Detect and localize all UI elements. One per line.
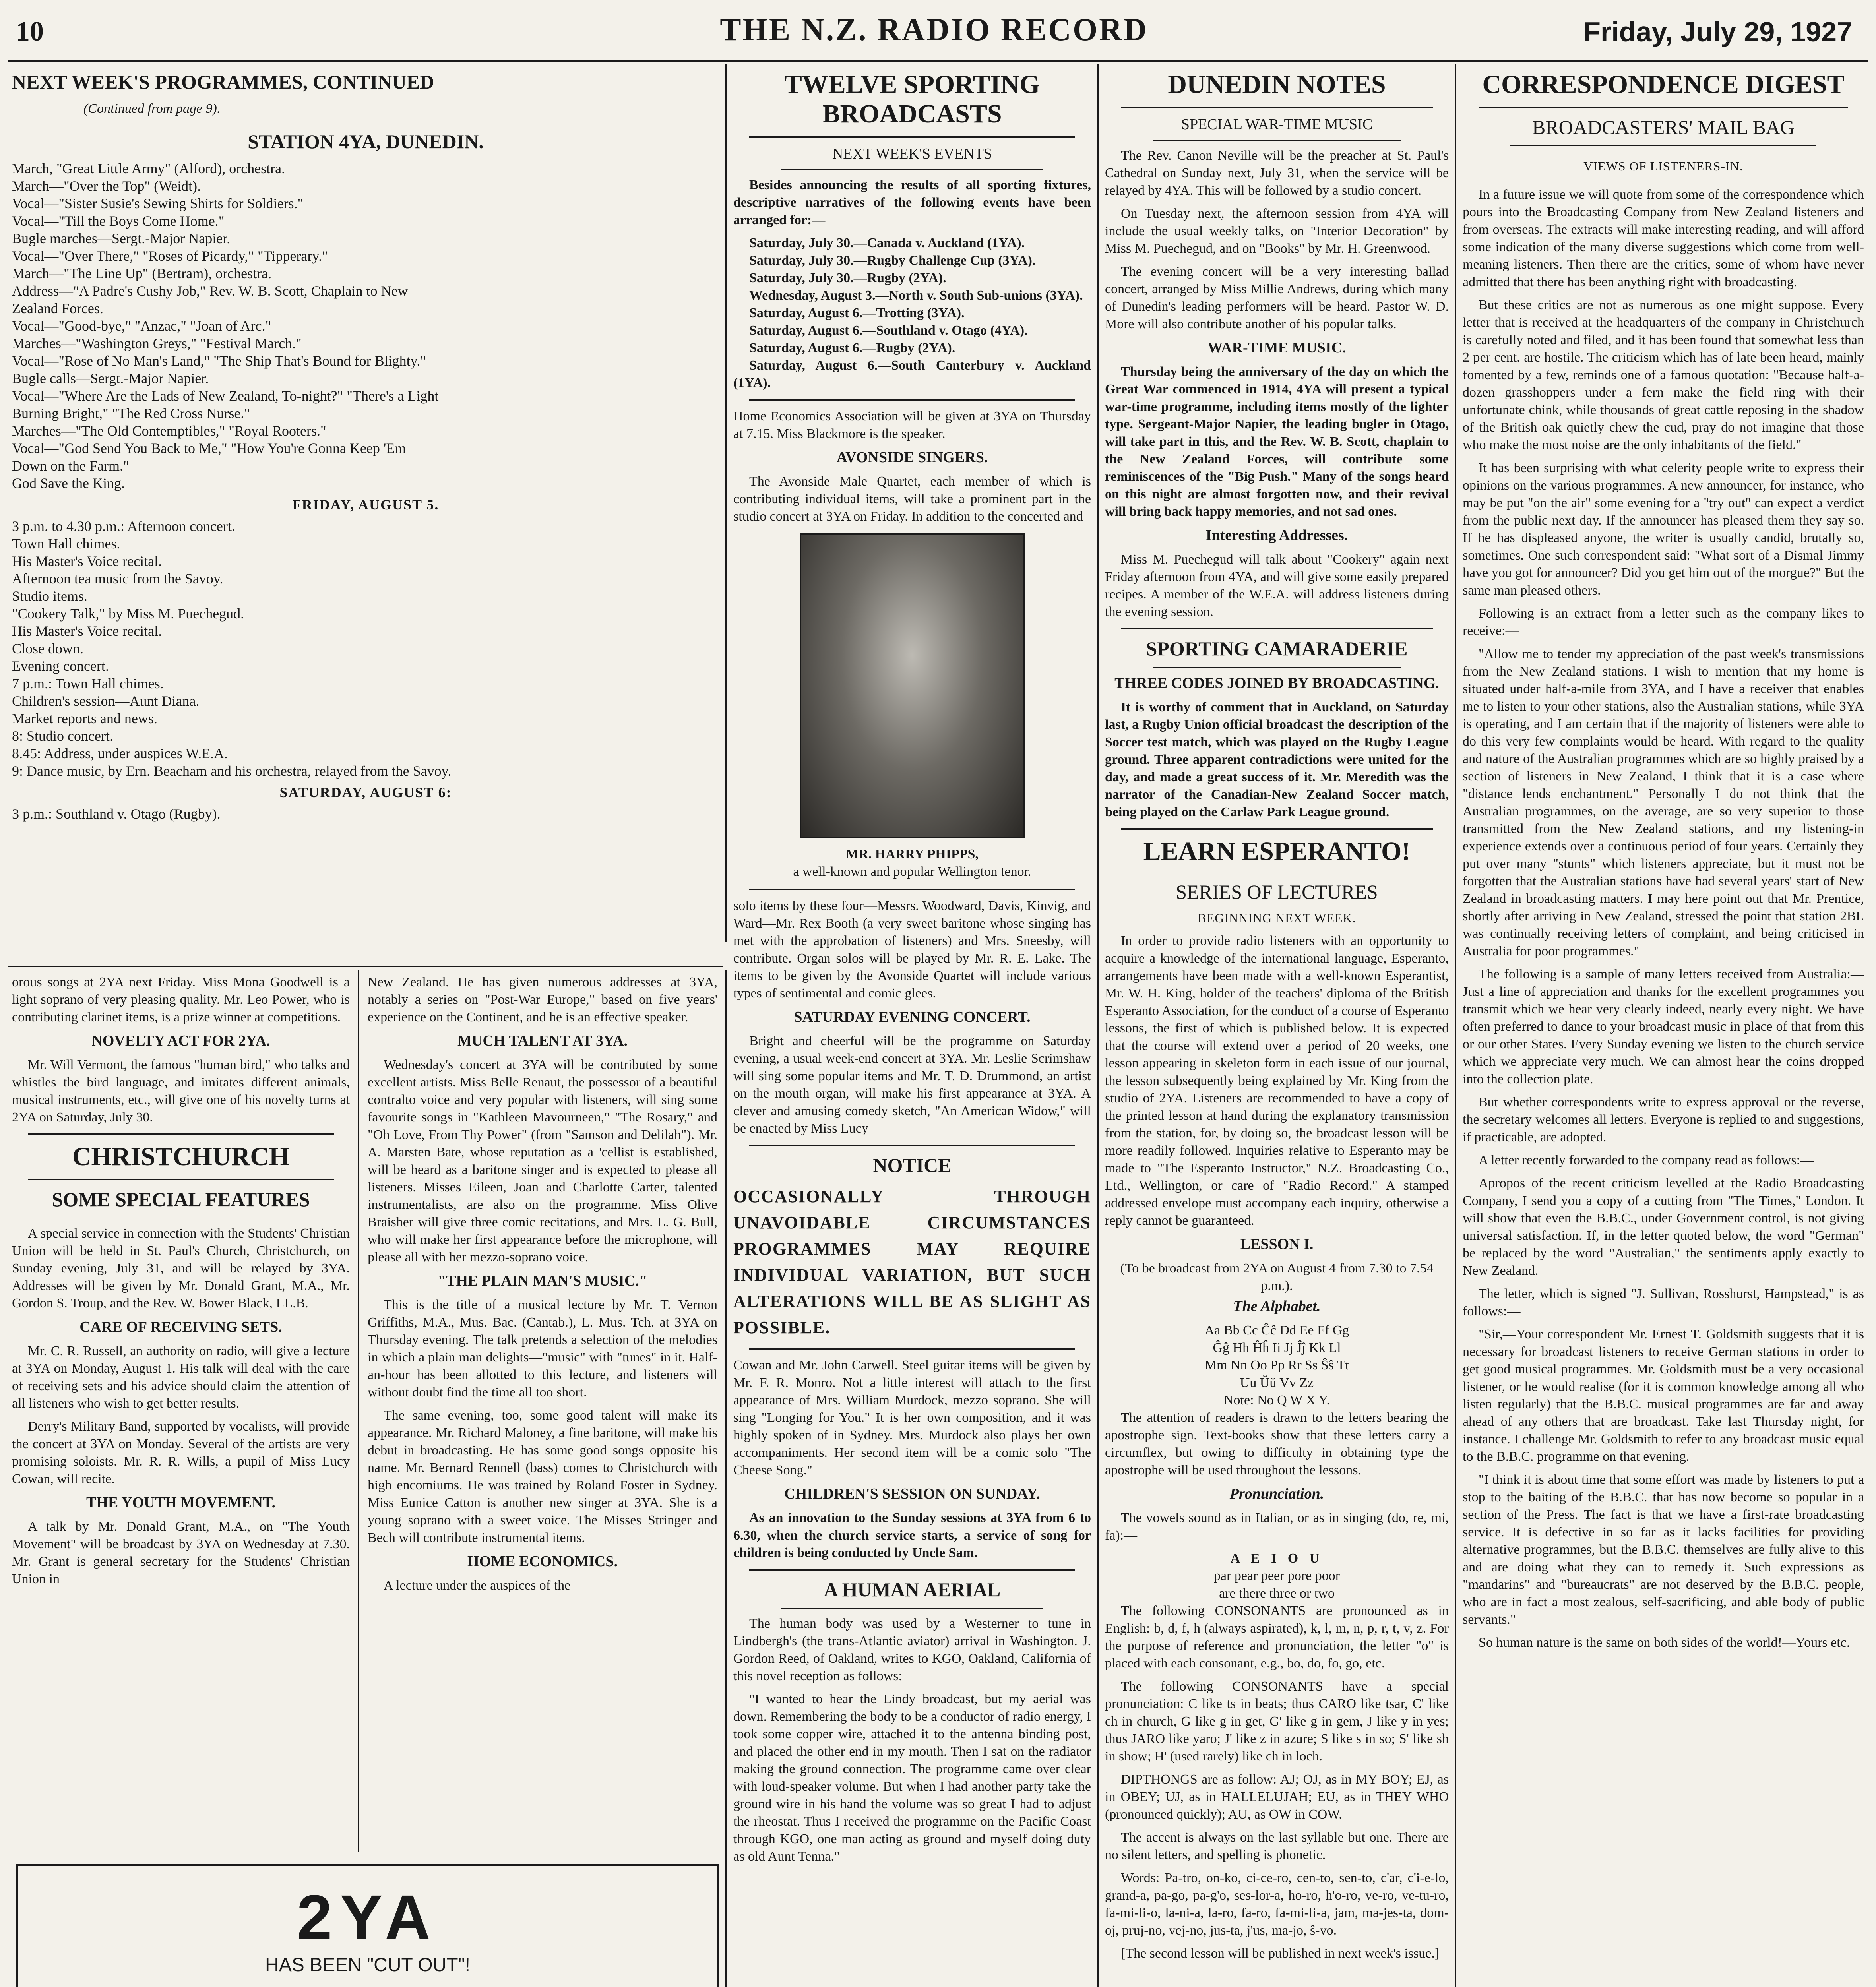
paragraph: It has been surprising with what celerity people write to express their opinions on the various programmes. A new announcer, for instance, who may be put "on the air" some evening for a "try out" can expect a verdict from the public next day. If the announcer has pleased them they say so. If he has displeased anyone, the writer is usually candid, brutally so, sometimes. One such correspondent said: "What sort of a Dismal Jimmy have you got for announcer? Did you get him out of the morgue?" But the same man pleased others. xyxy=(1463,461,1864,598)
article-heading: TWELVE SPORTING BROADCASTS xyxy=(784,70,1040,128)
programme-item: Vocal—"Over There," "Roses of Picardy," "Tipperary." xyxy=(12,248,328,264)
column-rule xyxy=(1097,64,1099,1987)
ad-station: 2YA xyxy=(297,1882,439,1953)
programme-item: March, "Great Little Army" (Alford), orchestra. xyxy=(12,161,285,176)
paragraph: The accent is always on the last syllable but one. There are no silent letters, and spelling is phonetic. xyxy=(1105,1830,1449,1862)
paragraph: In a future issue we will quote from some of the correspondence which pours into the Broadcasting Company from New Zealand listeners and from overseas. The extracts will make interesting reading, and will afford some indication of the many diverse suggestions which come from well-meaning listeners. Then there are the critics, some of whom have never admitted that there has been anything right with broadcasting. xyxy=(1463,187,1864,289)
programme-item: Marches—"Washington Greys," "Festival March." xyxy=(12,335,302,351)
article-heading: LEARN ESPERANTO! xyxy=(1143,837,1411,866)
section-heading: NEXT WEEK'S PROGRAMMES, CONTINUED xyxy=(12,71,434,93)
event-item: Wednesday, August 3.—North v. South Sub-unions (3YA). xyxy=(749,288,1083,303)
paragraph: In order to provide radio listeners with an opportunity to acquire a knowledge of the international language, Esperanto, arrangements have been made with a well-known Esperantist, Mr. W. H. King, holder of the teachers' diploma of the British Esperanto Association, for the conduct of a course of Esperanto lessons, the first of which is published below. It is expected that the course will extend over a period of 20 weeks, one lesson appearing in skeleton form in each issue of our journal, the lesson subsequently being explained by Mr. King from the studio of 2YA. Listeners are recommended to have a copy of the printed lesson at hand during the explanatory transmission from the station, for, by doing so, the broadcast lesson will be more readily followed. Inquiries relative to Esperanto may be made to "The Esperanto Instructor," N.Z. Broadcasting Co., Ltd., Wellington, or care of "Radio Record." A stamped addressed envelope must accompany each inquiry, otherwise a reply cannot be guaranteed. xyxy=(1105,933,1449,1228)
programme-item: Children's session—Aunt Diana. xyxy=(12,693,200,709)
paragraph: The evening concert will be a very interesting ballad concert, arranged by Miss Millie Andrews, during which many of Dunedin's leading performers will be heard. Pastor W. D. More will also contribute another of his popular talks. xyxy=(1105,264,1449,331)
programme-item: Zealand Forces. xyxy=(12,300,103,316)
article-subheading: THREE CODES JOINED BY BROADCASTING. xyxy=(1114,675,1439,691)
paragraph: The following is a sample of many letters received from Australia:—Just a line of appreciation and thanks for the excellent programmes you transmit which we hear very clearly indeed, nearly every night. We have often preferred to dance to your broadcast music in place of that from this or our other States. Every Sunday evening we listen to the church service which we appreciate very much. We can almost hear the coins dropped into the collection plate. xyxy=(1463,967,1864,1086)
subheading: MUCH TALENT AT 3YA. xyxy=(457,1032,628,1049)
programme-item: Bugle marches—Sergt.-Major Napier. xyxy=(12,230,231,246)
programme-item: Evening concert. xyxy=(12,658,109,674)
column-rule xyxy=(725,1852,727,1987)
paragraph: New Zealand. He has given numerous addresses at 3YA, notably a series on "Post-War Europe," based on five years' experience on the Continent, and he is an effective speaker. xyxy=(368,975,717,1024)
paragraph: The following CONSONANTS are pronounced as in English: b, d, f, h (always aspirated), k, l, m, n, p, r, t, v, z. For the purpose of reference and pronunciation, the letter "o" is placed with each consonant, e.g., bo, do, fo, go, etc. xyxy=(1105,1604,1449,1671)
dunedin-column xyxy=(1105,68,1449,1987)
programme-item: Down on the Farm." xyxy=(12,458,129,474)
programme-item: Vocal—"Till the Boys Come Home." xyxy=(12,213,225,229)
portrait-photo xyxy=(800,533,1025,838)
article-subheading: SERIES OF LECTURES xyxy=(1176,881,1378,903)
article-heading: CHRISTCHURCH xyxy=(72,1142,290,1171)
programme-item: Marches—"The Old Contemptibles," "Royal Rooters." xyxy=(12,423,326,439)
column-rule xyxy=(725,64,727,942)
subheading: AVONSIDE SINGERS. xyxy=(836,449,988,466)
station-heading: STATION 4YA, DUNEDIN. xyxy=(248,130,484,153)
paragraph: The vowels sound as in Italian, or as in singing (do, re, mi, fa):— xyxy=(1105,1511,1449,1543)
alphabet-row: Mm Nn Oo Pp Rr Ss Ŝŝ Tt xyxy=(1204,1358,1349,1373)
programme-item: Vocal—"Sister Susie's Sewing Shirts for Soldiers." xyxy=(12,196,304,211)
programme-list xyxy=(12,160,719,492)
paragraph: orous songs at 2YA next Friday. Miss Mona Goodwell is a light soprano of very pleasing quality. Mr. Leo Power, who is contributing clarinet items, is a prize winner at competitions. xyxy=(12,975,350,1024)
programme-item: March—"The Line Up" (Bertram), orchestra. xyxy=(12,265,272,281)
paragraph: "I wanted to hear the Lindy broadcast, but my aerial was down. Remembering the body to be a conductor of radio energy, I took some copper wire, attached it to the antenna binding post, and placed the other end in my mouth. Then I sat on the radiator making the ground connection. The programme came over clear with loud-speaker volume. But when I had another party take the ground wire in his hand the volume was so great I had to adjust the rheostat. Thus I received the programme on the Pacific Coast through KGO, one man acting as ground and myself doing duty as old Aunt Tenna." xyxy=(733,1692,1091,1864)
paragraph: "Sir,—Your correspondent Mr. Ernest T. Goldsmith suggests that it is necessary for broadcast listeners to receive German stations in order to get good musical programmes. Mr. Goldsmith must be a very occasional listener, or he would realise (for it is common knowledge among all who listen regularly) that the B.B.C. musical programmes are far and away ahead of any others that are broadcast. Take last Thursday night, for instance. I challenge Mr. Goldsmith to refer to any broadcast music equal to the B.B.C. programme on that evening. xyxy=(1463,1327,1864,1464)
paragraph: But whether correspondents write to express approval or the reverse, the secretary welcomes all letters. Everyone is replied to and suggestions, if practicable, are adopted. xyxy=(1463,1095,1864,1145)
subheading: LESSON I. xyxy=(1240,1236,1314,1253)
paragraph: "I think it is about time that some effort was made by listeners to put a stop to the baiting of the B.B.C. that has now become so popular in a section of the Press. The fact is that we have a first-rate broadcasting service. It is defective in so far as it lacks facilities for providing alternative programmes, but the B.B.C. themselves are fully alive to this and are doing what they can to remedy it. Such expressions as "mandarins" and "bureaucrats" are not deserved by the B.B.C. people, who are in fact a most zealous, self-sacrificing, and able body of public servants." xyxy=(1463,1472,1864,1627)
programme-item: God Save the King. xyxy=(12,475,125,491)
paragraph: Words: Pa-tro, on-ko, ci-ce-ro, cen-to, sen-to, c'ar, c'i-e-lo, grand-a, pa-go, pa-g'o, ses-lor-a, ho-ro, h'o-ro, ve-ro, ve-tu-ro, fa-mi-li-o, la-ni-a, la-ro, fa-ro, fa-mi-li-a, jam, ma-jes-ta, dom-oj, pruj-no, vej-no, jus-ta, j'us, ma-jo, ŝ-vo. xyxy=(1105,1871,1449,1938)
paragraph: solo items by these four—Messrs. Woodward, Davis, Kinvig, and Ward—Mr. Rex Booth (a very sweet baritone whose singing has met with the approbation of listeners) and Mrs. Sneesby, will contribute. Organ solos will be played by Mr. R. E. Lake. The items to be given by the Avonside Quartet will include various types of sentimental and comic glees. xyxy=(733,899,1091,1001)
column-rule xyxy=(1455,64,1456,1987)
article-heading: CORRESPONDENCE DIGEST xyxy=(1482,70,1845,99)
masthead-rule xyxy=(8,60,1868,62)
article-heading: A HUMAN AERIAL xyxy=(824,1578,1001,1601)
issue-date: Friday, July 29, 1927 xyxy=(1583,16,1852,47)
subheading: "THE PLAIN MAN'S MUSIC." xyxy=(438,1272,647,1289)
column-rule xyxy=(725,970,727,1852)
subheading: NOVELTY ACT FOR 2YA. xyxy=(91,1032,270,1049)
article-subheading: BEGINNING NEXT WEEK. xyxy=(1198,911,1356,925)
paragraph: A special service in connection with the Students' Christian Union will be held in St. Paul's Church, Christchurch, on Sunday evening, July 31, and will be relayed by 3YA. Addresses will be given by Mr. Donald Grant, M.A., Mr. Gordon S. Troup, and the Rev. W. Bower Black, LL.B. xyxy=(12,1226,350,1311)
article-subheading: SPECIAL WAR-TIME MUSIC xyxy=(1181,116,1373,133)
programme-item: Afternoon tea music from the Savoy. xyxy=(12,571,223,587)
masthead xyxy=(0,0,1876,60)
subheading: The Alphabet. xyxy=(1233,1298,1321,1315)
paragraph: As an innovation to the Sunday sessions at 3YA from 6 to 6.30, when the church service starts, a service of song for children is being conducted by Uncle Sam. xyxy=(733,1511,1091,1560)
vowel-words: par pear peer pore poor xyxy=(1213,1569,1340,1583)
paragraph: A letter recently forwarded to the company read as follows:— xyxy=(1479,1153,1814,1168)
subheading: WAR-TIME MUSIC. xyxy=(1207,339,1346,356)
paragraph: This is the title of a musical lecture by Mr. T. Vernon Griffiths, M.A., Mus. Bac. (Cantab.), L. Mus. Tch. at 3YA on Thursday evening. The talk pretends a selection of the melodies in which a plain man delights—"music" with "tunes" in it. Half-an-hour has been allotted to this lecture, and listeners will without doubt find the time all too short. xyxy=(368,1298,717,1400)
subheading: CARE OF RECEIVING SETS. xyxy=(79,1319,282,1335)
paragraph: DIPTHONGS are as follow: AJ; OJ, as in MY BOY; EJ, as in OBEY; UJ, as in HALLELUJAH; EU, as in THEY WHO (pronounced quickly); AU, as OW in COW. xyxy=(1105,1772,1449,1822)
article-subheading: BROADCASTERS' MAIL BAG xyxy=(1532,116,1795,138)
paragraph: The Avonside Male Quartet, each member of which is contributing individual items, will take a prominent part in the studio concert at 3YA on Friday. In addition to the concerted and xyxy=(733,474,1091,524)
event-list xyxy=(733,234,1091,392)
paragraph: Following is an extract from a letter such as the company likes to receive:— xyxy=(1463,606,1864,638)
paragraph: Besides announcing the results of all sporting fixtures, descriptive narratives of the following events have been arranged for:— xyxy=(733,178,1091,227)
programme-item: Address—"A Padre's Cushy Job," Rev. W. B. Scott, Chaplain to New xyxy=(12,283,408,299)
paragraph: Apropos of the recent criticism levelled at the Radio Broadcasting Company, I send you a copy of a cutting from "The Times," London. It will show that even the B.B.C., under Government control, is not giving universal satisfaction. If, in the letter quoted below, the word "German" be replaced by the word "Australian," the sentiments apply exactly to New Zealand. xyxy=(1463,1176,1864,1278)
alphabet-row: Aa Bb Cc Ĉĉ Dd Ee Ff Gg xyxy=(1204,1323,1349,1338)
programme-item: 8: Studio concert. xyxy=(12,728,113,744)
alphabet-row: Ĝĝ Hh Ĥĥ Ii Jj Ĵĵ Kk Ll xyxy=(1213,1340,1341,1355)
vowel-letters: A E I O U xyxy=(1230,1551,1324,1566)
paragraph: On Tuesday next, the afternoon session from 4YA will include the usual weekly talks, on "Interior Decoration" by Miss M. Puechegud, and on "Books" by Mr. H. Greenwood. xyxy=(1105,206,1449,256)
page-number: 10 xyxy=(16,16,44,47)
event-item: Saturday, August 6.—Trotting (3YA). xyxy=(749,306,965,320)
paragraph: Thursday being the anniversary of the day on which the Great War commenced in 1914, 4YA will present a typical war-time programme, including items mostly of the lighter type. Sergeant-Major Napier, the leading bugler in Otago, will take part in this, and the Rev. W. B. Scott, chaplain to the New Zealand Forces, will contribute some reminiscences of the "Big Push." Many of the songs heard on this night are almost forgotten now, and their revival will bring back happy memories, and not sad ones. xyxy=(1105,364,1449,519)
lesson-note: (To be broadcast from 2YA on August 4 from 7.30 to 7.54 p.m.). xyxy=(1120,1261,1434,1293)
natcla-advertisement xyxy=(16,1864,719,1987)
paragraph: It is worthy of comment that in Auckland, on Saturday last, a Rugby Union official broadcast the description of the Soccer test match, which was played on the Rugby League ground. Three apparent contradictions were united for the day, and made a great success of it. Mr. Meredith was the narrator of the Canadian-New Zealand Soccer match, being played on the Carlaw Park League ground. xyxy=(1105,700,1449,819)
paragraph: Mr. Will Vermont, the famous "human bird," who talks and whistles the bird language, and imitates different animals, musical instruments, etc., will give one of his novelty turns at 2YA on Saturday, July 30. xyxy=(12,1057,350,1125)
paragraph: A lecture under the auspices of the xyxy=(384,1578,571,1593)
notice-text: OCCASIONALLY THROUGH UNAVOIDABLE CIRCUMSTANCES PROGRAMMES MAY REQUIRE INDIVIDUAL VARIATION, BUT SUCH ALTERATIONS WILL BE AS SLIGHT AS POSSIBLE. xyxy=(733,1187,1091,1337)
paragraph: The same evening, too, some good talent will make its appearance. Mr. Richard Maloney, a fine baritone, will make his debut in broadcasting. He has some good songs opposite his name. Mr. Bernard Rennell (bass) comes to Christchurch with high encomiums. He was trained by Roland Foster in Sydney. Miss Eunice Catton is another new singer at 3YA. She is a young soprano with a sweet voice. The Misses Stringer and Bech will contribute instrumental items. xyxy=(368,1408,717,1545)
programme-item: Bugle calls—Sergt.-Major Napier. xyxy=(12,370,209,386)
programmes-section xyxy=(12,68,719,966)
programme-item: Town Hall chimes. xyxy=(12,536,120,552)
subheading: Pronunciation. xyxy=(1229,1485,1324,1502)
programme-item: Vocal—"Good-bye," "Anzac," "Joan of Arc." xyxy=(12,318,271,334)
paragraph: The following CONSONANTS have a special pronunciation: C like ts in beats; thus CARO like tsar, C' like ch in church, G like g in get, G' like g in gem, J like y in yes; thus JARO like yaro; J' like z in azure; S like s in so; S' like sh in show; H' (used rarely) like ch in loch. xyxy=(1105,1679,1449,1764)
programme-item: 9: Dance music, by Ern. Beacham and his orchestra, relayed from the Savoy. xyxy=(12,763,452,779)
subheading: THE YOUTH MOVEMENT. xyxy=(86,1494,276,1511)
publication-title: THE N.Z. RADIO RECORD xyxy=(720,12,1148,47)
day-heading: SATURDAY, AUGUST 6: xyxy=(279,784,452,800)
programme-item: Close down. xyxy=(12,641,83,657)
paragraph: So human nature is the same on both sides of the world!—Yours etc. xyxy=(1479,1635,1850,1650)
paragraph: The attention of readers is drawn to the letters bearing the apostrophe sign. Text-books show that these letters carry a circumflex, but owing to difficulty in obtaining type the apostrophe will be used throughout the lessons. xyxy=(1105,1410,1449,1478)
sporting-column xyxy=(733,68,1091,1987)
paragraph: "Allow me to tender my appreciation of the past week's transmissions from the New Zealand stations. I wish to mention that my home is situated under half-a-mile from 3YA, and I have a receiver that enables me to listen to your other stations, also the Australian stations, while 3YA is operating, and I am certain that if the majority of listeners were able to do this very few complaints would be heard. With regard to the quality and nature of the Australian programmes which are so highly praised by a section of listeners in New Zealand, I think that it is a case where "distance lends enchantment." Personally I do not think that the Australian programmes, on the average, are so very superior to those transmitted from the New Zealand stations, and my listening-in experience extends over a continuous period of four years. Certainly they put over many "stunts" which listeners appreciate, but it must not be forgotten that the Australian stations have had several years' start of New Zealand in broadcasting matters. I may here point out that Mr. Prentice, shortly after arriving in New Zealand, stressed the point that station 2BL was continually receiving letters of complaint, and being criticised in Australia for poor programmes." xyxy=(1463,647,1864,959)
paragraph: Miss M. Puechegud will talk about "Cookery" again next Friday afternoon from 4YA, and will give some easily prepared recipes. A member of the W.E.A. will address listeners during the evening session. xyxy=(1105,552,1449,619)
paragraph: Bright and cheerful will be the programme on Saturday evening, a usual week-end concert at 3YA. Mr. Leslie Scrimshaw will sing some popular items and Mr. T. D. Drummond, an artist on the mouth organ, will make his first appearance at 3YA. A clever and amusing comedy sketch, "An American Widow," will be enacted by Miss Lucy xyxy=(733,1034,1091,1136)
programme-item: 7 p.m.: Town Hall chimes. xyxy=(12,676,164,691)
paragraph: Wednesday's concert at 3YA will be contributed by some excellent artists. Miss Belle Renaut, the possessor of a beautiful contralto voice and very popular with listeners, will sing some favourite songs in "Kathleen Mavourneen," "The Rosary," and "Oh Love, From Thy Power" (from "Samson and Delilah"). Mr. A. Marsten Bate, whose reputation as a 'cellist is established, will be heard as a baritone singer and is expected to please all listeners. Misses Eileen, Joan and Charlotte Carter, talented instrumentalists, are also on the programme. Miss Olive Braisher will give three comic recitations, and Mrs. L. G. Bull, who will make her first appearance before the microphone, will please all with her mezzo-soprano voice. xyxy=(368,1057,717,1265)
article-subheading: SOME SPECIAL FEATURES xyxy=(52,1188,310,1210)
event-item: Saturday, August 6.—South Canterbury v. Auckland (1YA). xyxy=(733,358,1091,390)
article-subheading: VIEWS OF LISTENERS-IN. xyxy=(1583,159,1743,173)
programme-item: Studio items. xyxy=(12,588,88,604)
alphabet-table xyxy=(1105,1322,1449,1392)
article-column xyxy=(12,974,350,1848)
paragraph: Mr. C. R. Russell, an authority on radio, will give a lecture at 3YA on Monday, August 1. His talk will deal with the care of receiving sets and his advice should claim the attention of all listeners who wish to get better results. xyxy=(12,1344,350,1411)
paragraph: The letter, which is signed "J. Sullivan, Rosshurst, Hampstead," is as follows:— xyxy=(1463,1286,1864,1319)
paragraph: But these critics are not as numerous as one might suppose. Every letter that is received at the headquarters of the company in Christchurch is carefully noted and filed, and it has been found that somewhat less than 2 per cent. are hostile. The criticism which has of late been heard, mainly fomented by a few, reminds one of a famous quotation: "Because half-a-dozen grasshoppers under a fern make the field ring with their unfortunate chink, while thousands of great cattle reposing in the shadow of the British oak quietly chew the cud, pray do not imagine that those who make the most noise are the only inhabitants of the field." xyxy=(1463,298,1864,452)
section-rule xyxy=(8,966,723,967)
correspondence-column xyxy=(1463,68,1864,1987)
event-item: Saturday, August 6.—Rugby (2YA). xyxy=(749,341,955,355)
paragraph: A talk by Mr. Donald Grant, M.A., on "The Youth Movement" will be broadcast by 3YA on Wednesday at 7.30. Mr. Grant is general secretary for the Students' Christian Union in xyxy=(12,1519,350,1586)
day-heading: FRIDAY, AUGUST 5. xyxy=(292,497,439,513)
programme-item: Market reports and news. xyxy=(12,711,157,726)
paragraph: The human body was used by a Westerner to tune in Lindbergh's (the trans-Atlantic aviator) arrival in Washington. J. Gordon Reed, of Oakland, writes to KGO, Oakland, California of this novel reception as follows:— xyxy=(733,1616,1091,1683)
photo-caption-desc: a well-known and popular Wellington tenor. xyxy=(793,864,1031,879)
continued-note: (Continued from page 9). xyxy=(83,101,221,116)
event-item: Saturday, July 30.—Rugby Challenge Cup (3YA). xyxy=(749,253,1036,268)
programme-item: 8.45: Address, under auspices W.E.A. xyxy=(12,746,228,761)
article-subheading: NEXT WEEK'S EVENTS xyxy=(832,145,992,162)
programme-item: Burning Bright," "The Red Cross Nurse." xyxy=(12,405,250,421)
paragraph: Home Economics Association will be given at 3YA on Thursday at 7.15. Miss Blackmore is the speaker. xyxy=(733,409,1091,441)
paragraph: Cowan and Mr. John Carwell. Steel guitar items will be given by Mr. F. R. Monro. Not a little interest will attach to the first appearance of Mrs. William Murdock, mezzo soprano. She will sing "Longing for You." It is her own composition, and it was highly spoken of in Sydney. Mrs. Murdock also plays her own accompaniments. Her second item will be a comic solo "The Cheese Song." xyxy=(733,1358,1091,1478)
vowel-words: are there three or two xyxy=(1219,1586,1335,1601)
subheading: Interesting Addresses. xyxy=(1205,527,1348,544)
paragraph: The Rev. Canon Neville will be the preacher at St. Paul's Cathedral on Sunday next, July 31, when the service will be relayed by 4YA. This will be followed by a studio concert. xyxy=(1105,148,1449,198)
article-heading: DUNEDIN NOTES xyxy=(1168,70,1386,99)
programme-item: March—"Over the Top" (Weidt). xyxy=(12,178,201,194)
programme-item: Vocal—"God Send You Back to Me," "How You're Gonna Keep 'Em xyxy=(12,440,406,456)
photo-caption-name: MR. HARRY PHIPPS, xyxy=(846,847,979,862)
paragraph: Derry's Military Band, supported by vocalists, will provide the concert at 3YA on Monday. Several of the artists are very promising soloists. Mr. R. R. Wills, a pupil of Miss Lucy Cowan, will recite. xyxy=(12,1419,350,1486)
notice-heading: NOTICE xyxy=(873,1154,952,1176)
subheading: SATURDAY EVENING CONCERT. xyxy=(794,1009,1031,1025)
paragraph: [The second lesson will be published in next week's issue.] xyxy=(1121,1946,1440,1961)
event-item: Saturday, August 6.—Southland v. Otago (4YA). xyxy=(749,323,1028,338)
programme-item: 3 p.m.: Southland v. Otago (Rugby). xyxy=(12,806,221,822)
article-column xyxy=(368,974,717,1848)
programme-list xyxy=(12,517,719,780)
subheading: HOME ECONOMICS. xyxy=(467,1553,618,1570)
alphabet-note: Note: No Q W X Y. xyxy=(1224,1393,1330,1408)
programme-item: His Master's Voice recital. xyxy=(12,623,162,639)
programme-item: Vocal—"Rose of No Man's Land," "The Ship That's Bound for Blighty." xyxy=(12,353,426,369)
programme-item: 3 p.m. to 4.30 p.m.: Afternoon concert. xyxy=(12,518,235,534)
programme-list xyxy=(12,805,719,823)
subheading: CHILDREN'S SESSION ON SUNDAY. xyxy=(784,1485,1040,1502)
ad-cut-out: HAS BEEN "CUT OUT"! xyxy=(265,1954,470,1975)
programme-item: "Cookery Talk," by Miss M. Puechegud. xyxy=(12,606,244,622)
programme-item: Vocal—"Where Are the Lads of New Zealand, To-night?" "There's a Light xyxy=(12,388,439,404)
programme-item: His Master's Voice recital. xyxy=(12,553,162,569)
event-item: Saturday, July 30.—Canada v. Auckland (1YA). xyxy=(749,236,1025,250)
column-rule xyxy=(358,970,359,1852)
event-item: Saturday, July 30.—Rugby (2YA). xyxy=(749,271,946,285)
article-heading: SPORTING CAMARADERIE xyxy=(1146,637,1408,660)
alphabet-row: Uu Ŭŭ Vv Zz xyxy=(1240,1375,1314,1390)
